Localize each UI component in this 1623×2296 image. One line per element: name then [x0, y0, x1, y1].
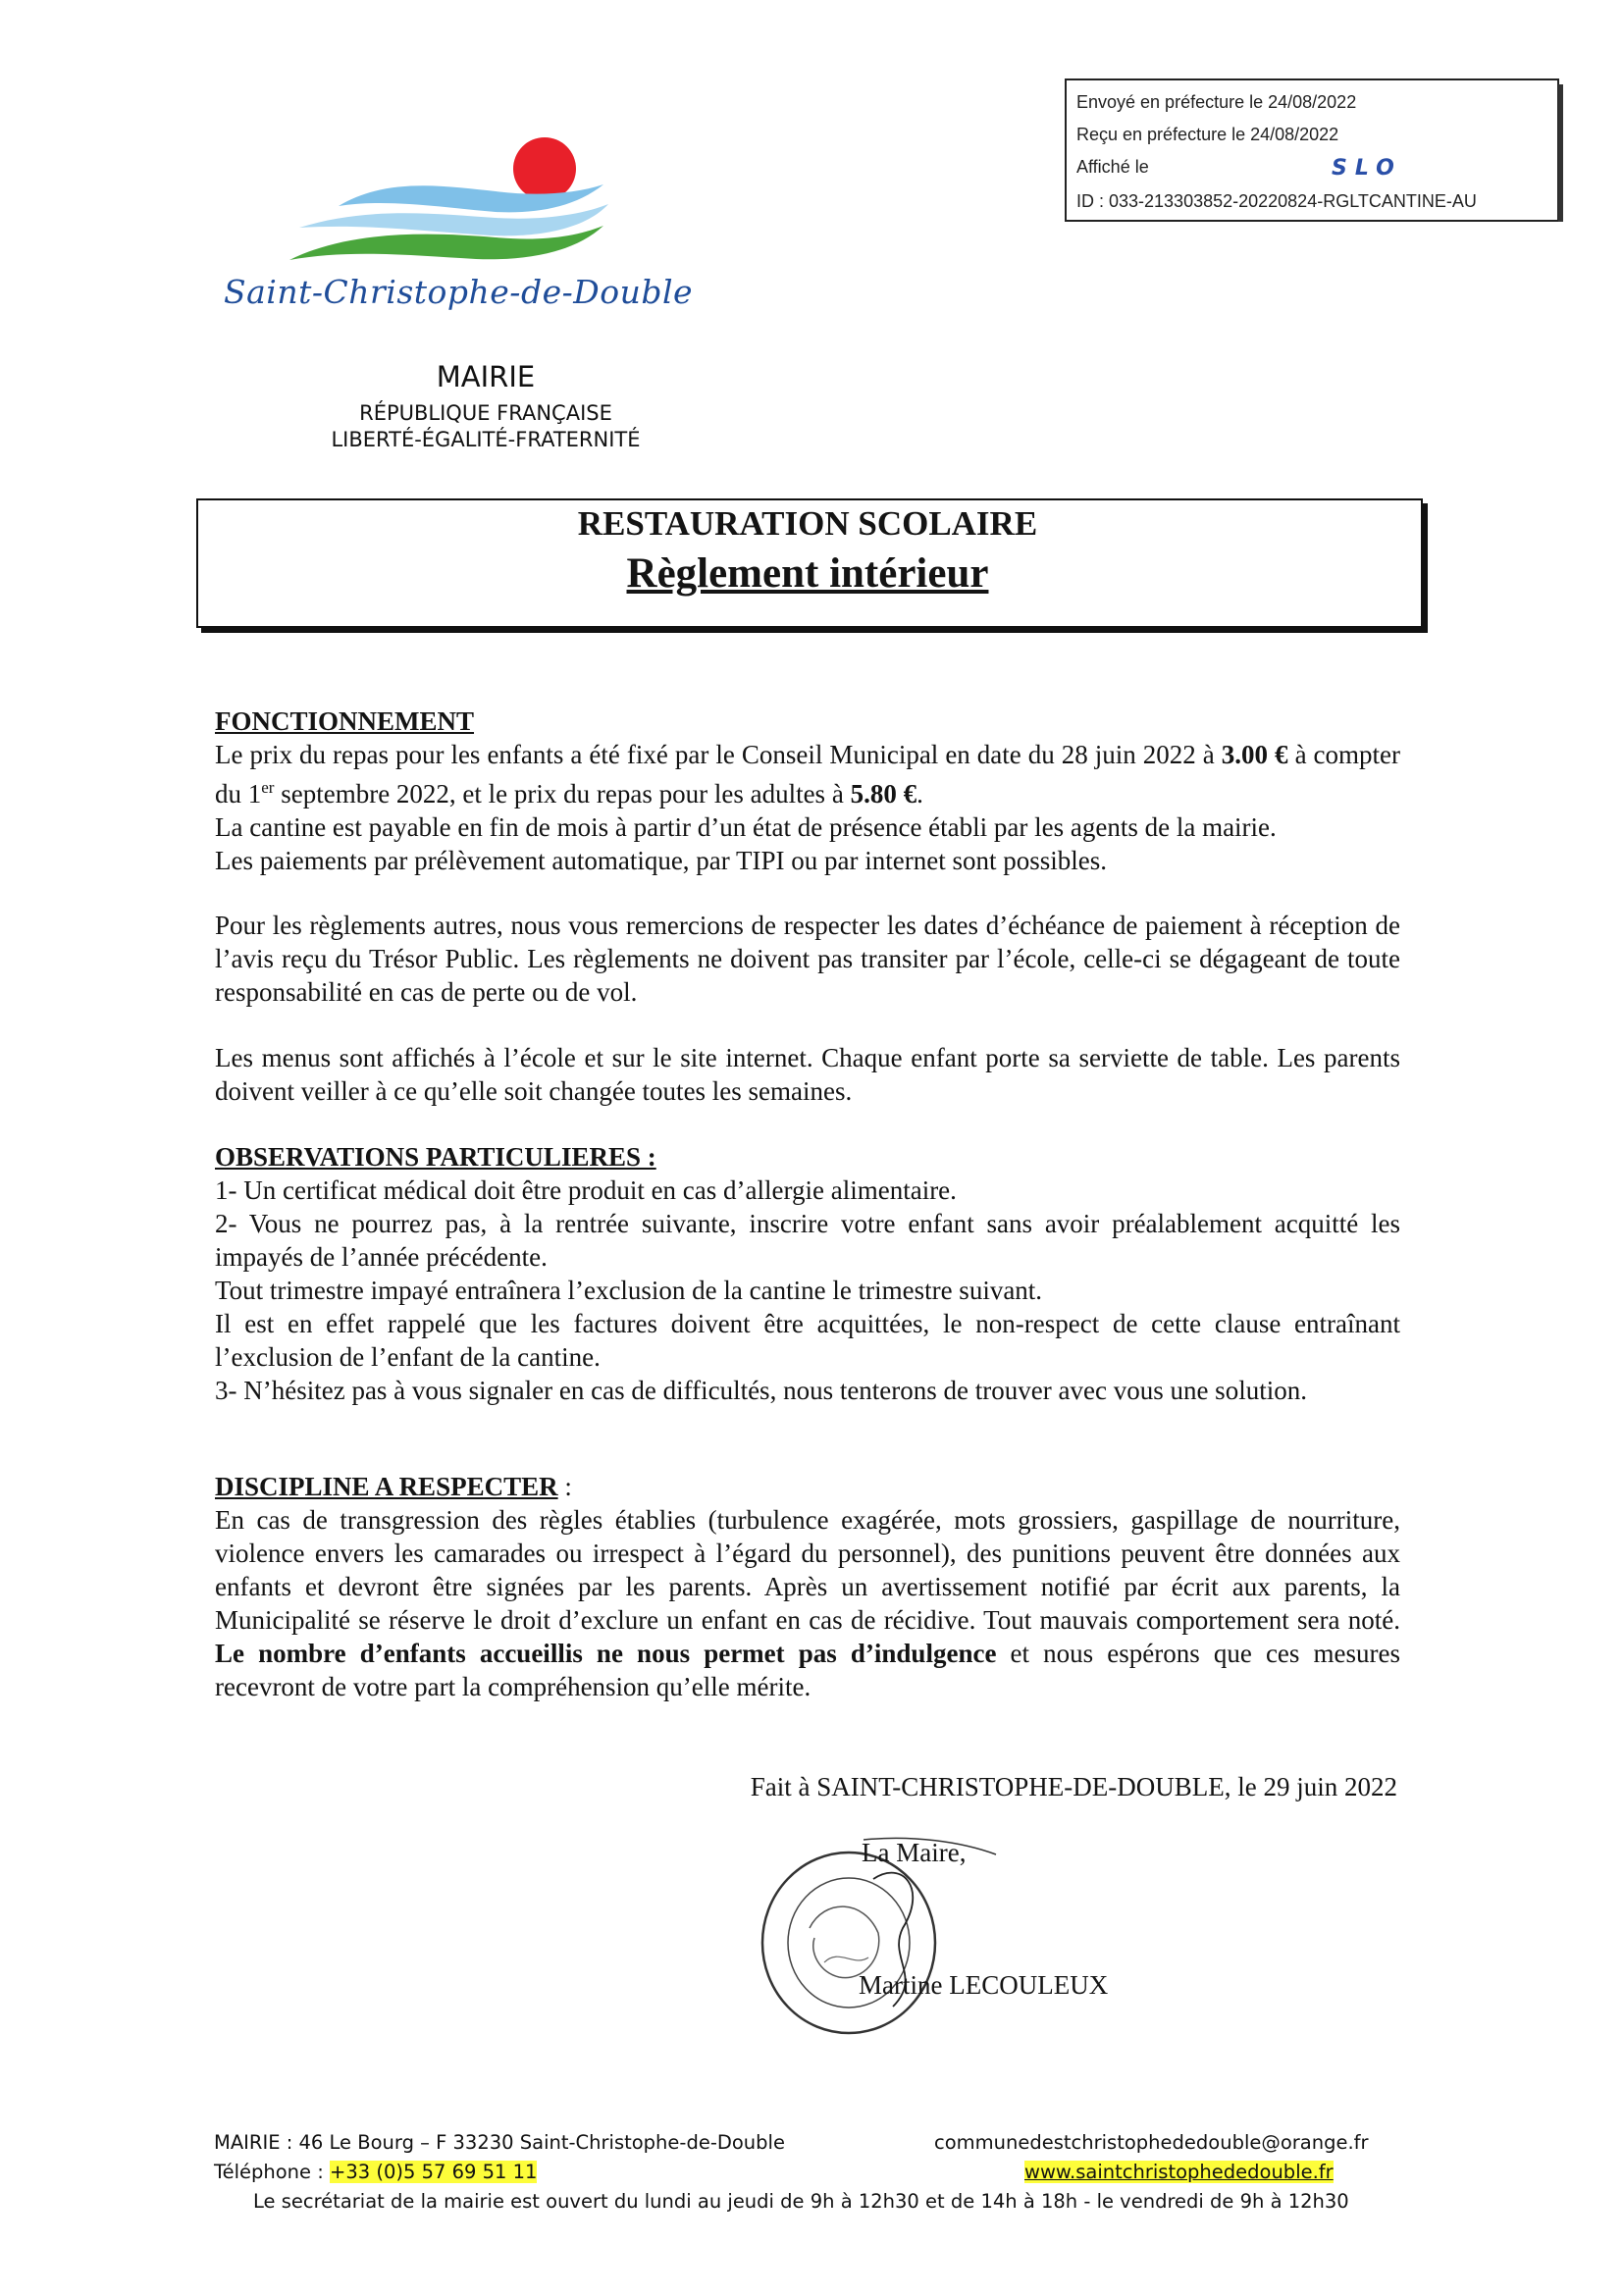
discipline-bold-text: Le nombre d’enfants accueillis ne nous permet pas d’indulgence — [215, 1639, 997, 1668]
discipline-heading: DISCIPLINE A RESPECTER — [215, 1472, 558, 1501]
footer-hours: Le secrétariat de la mairie est ouvert du lundi au jeudi de 9h à 12h30 et de 14h à 18h - le vendredi de 9h à 12h30 — [253, 2190, 1349, 2213]
price-sup: er — [261, 778, 275, 797]
observation-5: 3- N’hésitez pas à vous signaler en cas de difficultés, nous tenterons de trouver avec vous une solution. — [215, 1376, 1307, 1405]
discipline-paragraph — [215, 1503, 1400, 1703]
observation-4: Il est en effet rappelé que les factures doivent être acquittées, le non-respect de cette clause entraînant l’exclusion de l’enfant de la cantine. — [215, 1309, 1400, 1372]
observations-heading: OBSERVATIONS PARTICULIERES : — [215, 1142, 656, 1172]
observation-3: Tout trimestre impayé entraînera l’exclusion de la cantine le trimestre suivant. — [215, 1276, 1043, 1305]
price-text-3: septembre 2022, et le prix du repas pour les adultes à — [274, 779, 851, 809]
discipline-text-1: En cas de transgression des règles établies (turbulence exagérée, mots grossiers, gaspillage de nourriture, violence envers les camarades ou irrespect à l’égard du personnel), des punitions peuvent être données aux enfants et devront être signées par les parents. Après un avertissement notifié par écrit aux parents, la Municipalité se réserve le droit d’exclure un enfant en cas de récidive. Tout mauvais comportement sera noté. — [215, 1505, 1400, 1635]
price-adult: 5.80 € — [850, 779, 917, 809]
wave-blue-2 — [299, 204, 608, 235]
section-fonctionnement — [215, 704, 1400, 877]
devise-text: LIBERTÉ-ÉGALITÉ-FRATERNITÉ — [331, 428, 641, 451]
observation-1: 1- Un certificat médical doit être produit en cas d’allergie alimentaire. — [215, 1175, 957, 1205]
prefecture-posted — [1076, 156, 1402, 181]
town-name-logo-text: Saint-Christophe-de-Double — [224, 273, 694, 311]
discipline-text-2: et nous espérons que ces mesures recevront de votre part la compréhension qu’elle mérite. — [215, 1639, 1401, 1701]
fonctionnement-heading: FONCTIONNEMENT — [215, 706, 475, 736]
prefecture-posted-label: Affiché le — [1076, 157, 1149, 177]
footer-phone[interactable]: +33 (0)5 57 69 51 11 — [330, 2161, 538, 2183]
slo-stamp-mark — [1332, 155, 1435, 181]
mairie-heading: MAIRIE — [436, 360, 536, 393]
document-subtitle-text: Règlement intérieur — [626, 550, 989, 597]
footer-website-line — [1024, 2161, 1334, 2183]
footer-website-link[interactable]: www.saintchristophededouble.fr — [1024, 2161, 1334, 2183]
section-observations — [215, 1140, 1400, 1407]
signature-label: La Maire, — [862, 1838, 967, 1867]
prefecture-stamp-box — [1065, 78, 1559, 222]
fonctionnement-paragraph-methods: Les paiements par prélèvement automatique, par TIPI ou par internet sont possibles. — [215, 846, 1107, 875]
discipline-colon: : — [557, 1472, 572, 1501]
document-subtitle — [196, 549, 1419, 598]
prefecture-received: Reçu en préfecture le 24/08/2022 — [1076, 125, 1339, 144]
prefecture-sent: Envoyé en préfecture le 24/08/2022 — [1076, 92, 1357, 112]
footer-email[interactable]: communedestchristophededouble@orange.fr — [934, 2131, 1369, 2154]
sun-icon — [513, 137, 576, 200]
fonctionnement-paragraph-price — [215, 738, 1400, 810]
price-text-1: Le prix du repas pour les enfants a été fixé par le Conseil Municipal en date du 28 juin 2022 à — [215, 740, 1222, 769]
footer-phone-line — [214, 2161, 537, 2183]
signature-name: Martine LECOULEUX — [859, 1970, 1109, 2000]
price-text-2: à compter du 1 — [215, 740, 1401, 809]
footer-address: MAIRIE : 46 Le Bourg – F 33230 Saint-Christophe-de-Double — [214, 2131, 785, 2154]
town-logo — [280, 137, 623, 270]
discipline-heading-line — [215, 1470, 1400, 1503]
section-discipline — [215, 1470, 1400, 1703]
signature-place-date: Fait à SAINT-CHRISTOPHE-DE-DOUBLE, le 29 juin 2022 — [750, 1772, 1397, 1801]
fonctionnement-paragraph-menus: Les menus sont affichés à l’école et sur le site internet. Chaque enfant porte sa serviette de table. Les parents doivent veiller à ce qu’elle soit changée toutes les semaines. — [215, 1043, 1400, 1106]
fonctionnement-paragraph-payable: La cantine est payable en fin de mois à partir d’un état de présence établi par les agents de la mairie. — [215, 812, 1277, 842]
republique-text: RÉPUBLIQUE FRANÇAISE — [359, 401, 612, 425]
observation-2: 2- Vous ne pourrez pas, à la rentrée suivante, inscrire votre enfant sans avoir préalablement acquitté les impayés de l’année précédente. — [215, 1209, 1400, 1272]
fonctionnement-paragraph-reglements: Pour les règlements autres, nous vous remercions de respecter les dates d’échéance de paiement à réception de l’avis reçu du Trésor Public. Les règlements ne doivent pas transiter par l’école, celle-ci se dégageant de toute responsabilité en cas de perte ou de vol. — [215, 911, 1400, 1007]
price-text-4: . — [916, 779, 923, 809]
document-title: RESTAURATION SCOLAIRE — [577, 504, 1038, 543]
footer-phone-label: Téléphone : — [214, 2161, 330, 2183]
prefecture-id: ID : 033-213303852-20220824-RGLTCANTINE-AU — [1076, 191, 1477, 211]
svg-text:SLO: SLO — [1332, 156, 1402, 181]
price-child: 3.00 € — [1221, 740, 1288, 769]
